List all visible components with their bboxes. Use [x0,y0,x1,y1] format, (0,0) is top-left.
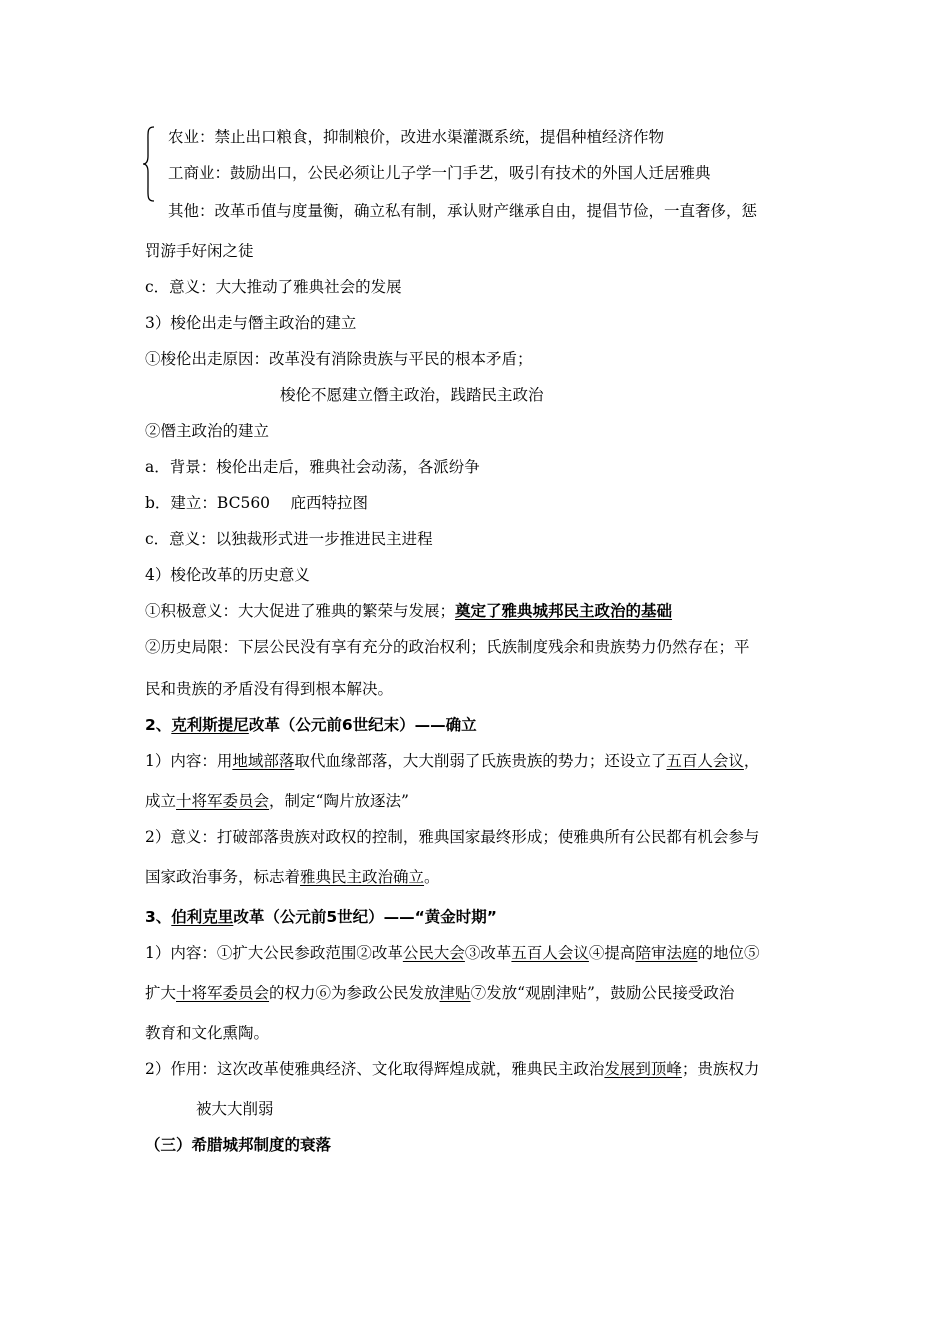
text: 成立 [145,792,177,810]
text: 。 [424,868,440,886]
pericles-heading [145,907,497,927]
tyranny-heading: ②僭主政治的建立 [145,422,270,440]
left-brace [142,126,156,202]
cleisthenes-significance: 2）意义：打破部落贵族对政权的控制，雅典国家最终形成；使雅典所有公民都有机会参与 [145,828,760,846]
text: 2）作用：这次改革使雅典经济、文化取得辉煌成就，雅典民主政治 [145,1060,605,1078]
heading-rest: 改革（公元前6世纪末）——确立 [248,716,477,734]
democracy-foundation: 奠定了雅典城邦民主政治的基础 [455,602,673,620]
text: ③改革 [464,944,512,962]
heading-number: 3、 [145,908,172,926]
pericles-content-end: 教育和文化熏陶。 [145,1024,270,1042]
text: 的地位⑤ [697,944,760,962]
cleisthenes-significance-cont [145,867,440,887]
council-500: 五百人会议 [511,944,589,962]
democracy-established: 雅典民主政治确立 [300,868,425,886]
pericles-name: 伯利克里 [171,908,234,926]
significance-c: c．意义：大大推动了雅典社会的发展 [145,278,402,296]
solon-departure-reason-2: 梭伦不愿建立僭主政治，践踏民主政治 [280,386,544,404]
territorial-tribes: 地域部落 [232,752,295,770]
heading-rest: 改革（公元前5世纪）——“黄金时期” [233,908,497,926]
heading-number: 2、 [145,716,172,734]
pericles-effect [145,1059,759,1079]
text: ④提高 [588,944,636,962]
text: 1）内容：①扩大公民参政范围②改革 [145,944,403,962]
board-ten-generals: 十将军委员会 [176,792,270,810]
jury-courts: 陪审法庭 [635,944,698,962]
text: 国家政治事务，标志着 [145,868,301,886]
text: ⑦发放“观剧津贴”，鼓励公民接受政治 [470,984,735,1002]
text: ， [743,752,760,770]
text: 扩大 [145,984,177,1002]
assembly: 公民大会 [402,944,465,962]
historical-limitation-cont: 民和贵族的矛盾没有得到根本解决。 [145,680,394,698]
commerce-line: 工商业：鼓励出口，公民必须让儿子学一门手艺，吸引有技术的外国人迁居雅典 [168,164,711,182]
tyranny-establishment: b．建立：BC560 庇西特拉图 [145,494,368,512]
pericles-content-cont [145,983,734,1003]
cleisthenes-name: 克利斯提尼 [171,716,249,734]
positive-significance [145,601,672,621]
tyranny-background: a．背景：梭伦出走后，雅典社会动荡，各派纷争 [145,458,480,476]
other-line: 其他：改革币值与度量衡，确立私有制，承认财产继承自由，提倡节俭，一直奢侈，惩 [168,202,758,220]
section-4-heading: 4）梭伦改革的历史意义 [145,566,310,584]
historical-limitation: ②历史局限：下层公民没有享有充分的政治权利；氏族制度残余和贵族势力仍然存在；平 [145,638,750,656]
solon-departure-reason: ①梭伦出走原因：改革没有消除贵族与平民的根本矛盾； [145,350,533,368]
agriculture-line: 农业：禁止出口粮食，抑制粮价，改进水渠灌溉系统，提倡种植经济作物 [168,128,665,146]
pericles-effect-cont: 被大大削弱 [196,1100,274,1118]
section-three-heading: （三）希腊城邦制度的衰落 [145,1136,332,1154]
cleisthenes-heading [145,715,477,735]
allowance: 津贴 [439,984,471,1002]
other-line-cont: 罚游手好闲之徒 [145,242,254,260]
text: 的权力⑥为参政公民发放 [269,984,440,1002]
cleisthenes-content-cont [145,791,409,811]
text: 1）内容：用 [145,752,233,770]
pericles-content [145,943,759,963]
board-ten-generals: 十将军委员会 [176,984,270,1002]
peak-development: 发展到顶峰 [604,1060,682,1078]
tyranny-significance: c．意义：以独裁形式进一步推进民主进程 [145,530,433,548]
council-500: 五百人会议 [666,752,744,770]
text: ；贵族权力 [681,1060,760,1078]
section-3-heading: 3）梭伦出走与僭主政治的建立 [145,314,357,332]
cleisthenes-content [145,751,759,771]
text: ，制定“陶片放逐法” [269,792,409,810]
text: 取代血缘部落，大大削弱了氏族贵族的势力；还设立了 [294,752,667,770]
positive-significance-text: ①积极意义：大大促进了雅典的繁荣与发展； [145,602,456,620]
